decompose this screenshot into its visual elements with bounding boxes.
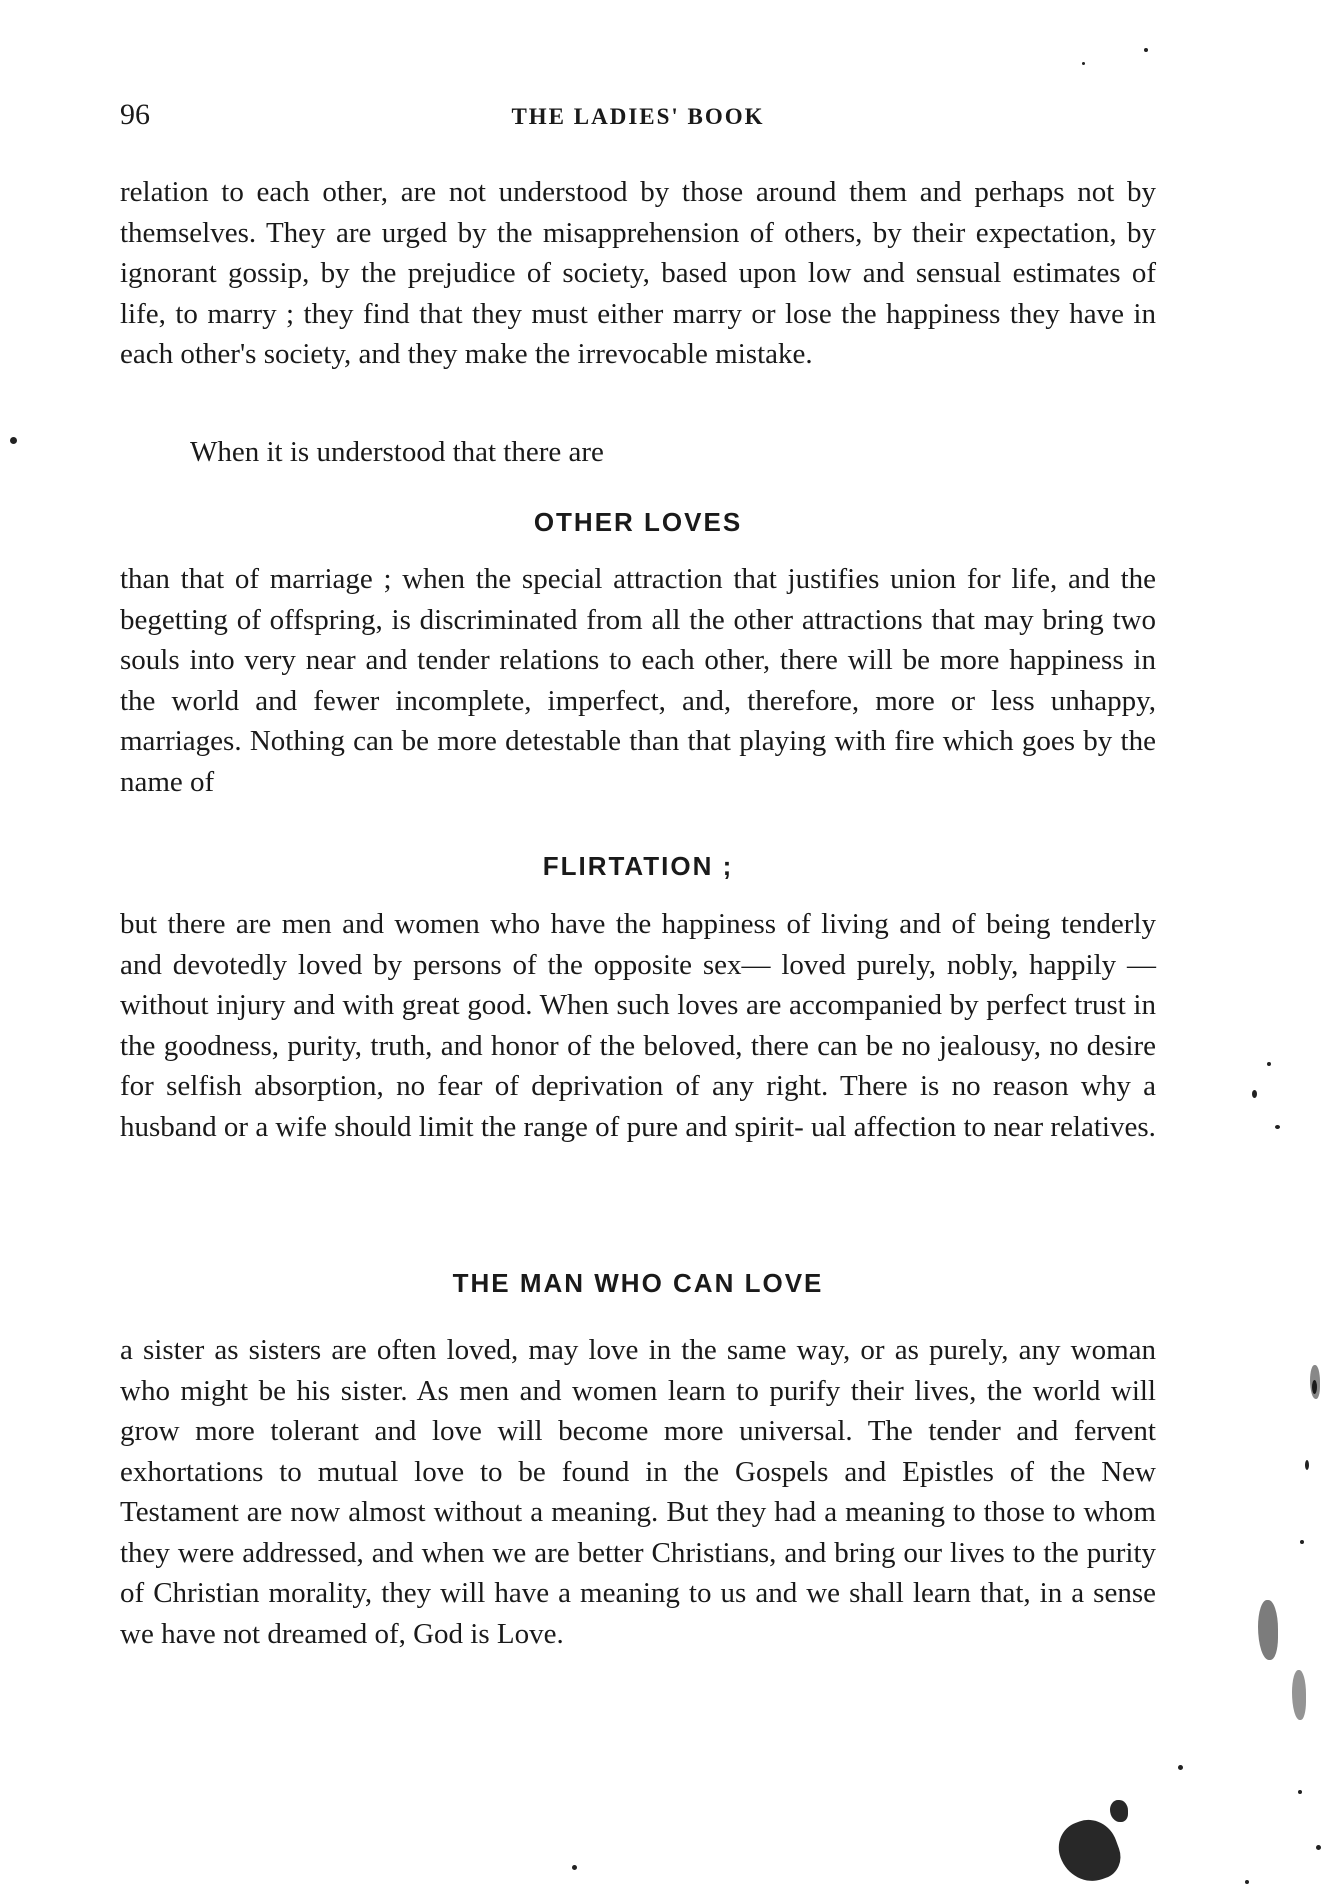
book-page	[120, 0, 1156, 1904]
speck	[572, 1865, 577, 1870]
paragraph-understood: When it is understood that there are	[190, 436, 604, 468]
speck	[1275, 1125, 1280, 1129]
heading-flirtation: FLIRTATION ;	[542, 851, 734, 881]
paragraph-relation: relation to each other, are not understood by those around them and perhaps not by themselves. They are urged by the misapprehension of others, by their expectation, by ignorant gossip, by the prejudice of society, based upon low and sensual estimates of life, to marry ; they find that they must either marry or lose the happiness they have in each other's society, and they make the irrevocable mistake.	[120, 176, 1156, 370]
speck	[1300, 1540, 1304, 1544]
speck	[1305, 1460, 1309, 1470]
paragraph-sister: a sister as sisters are often loved, may love in the same way, or as purely, any woman who might be his sister. As men and women learn to purify their lives, the world will grow more tolerant and love will become more universal. The tender and fervent exhortations to mutual love to be found in the Gospels and Epistles of the New Testament are now almost without a meaning. But they had a meaning to those to whom they were addressed, and when we are better Christians, and bring our lives to the purity of Christian morality, they will have a meaning to us and we shall learn that, in a sense we have not dreamed of, God is Love.	[120, 1334, 1156, 1650]
heading-man-who-can-love: THE MAN WHO CAN LOVE	[452, 1268, 824, 1298]
ink-blot	[1110, 1800, 1128, 1822]
speck	[1267, 1062, 1271, 1066]
page-number: 96	[120, 98, 150, 131]
running-head	[120, 98, 1156, 138]
speck	[1252, 1090, 1257, 1098]
speck	[10, 437, 17, 444]
book-title: THE LADIES' BOOK	[511, 104, 765, 129]
ink-blot	[1292, 1670, 1306, 1720]
ink-blot	[1310, 1365, 1320, 1399]
speck	[1178, 1765, 1183, 1770]
speck	[1082, 62, 1085, 65]
speck	[1298, 1790, 1302, 1794]
speck	[1245, 1880, 1249, 1884]
paragraph-tender-love: but there are men and women who have the happiness of living and of being tenderly and devotedly loved by persons of the opposite sex— loved purely, nobly, happily — without injury and with great good. When such loves are accompanied by perfect trust in the goodness, purity, truth, and honor of the beloved, there can be no jealousy, no desire for selfish absorption, no fear of deprivation of any right. There is no reason why a husband or a wife should limit the range of pure and spirit- ual affection to near relatives.	[120, 908, 1156, 1143]
heading-other-loves: OTHER LOVES	[533, 507, 743, 537]
speck	[1316, 1845, 1321, 1850]
paragraph-marriage: than that of marriage ; when the special attraction that justifies union for life, and the begetting of offspring, is discriminated from all the other attractions that may bring two souls into very near and tender relations to each other, there will be more happiness in the world and fewer incomplete, imperfect, and, therefore, more or less unhappy, marriages. Nothing can be more detestable than that playing with fire which goes by the name of	[120, 563, 1156, 798]
speck	[1144, 48, 1148, 52]
ink-blot	[1258, 1600, 1278, 1660]
